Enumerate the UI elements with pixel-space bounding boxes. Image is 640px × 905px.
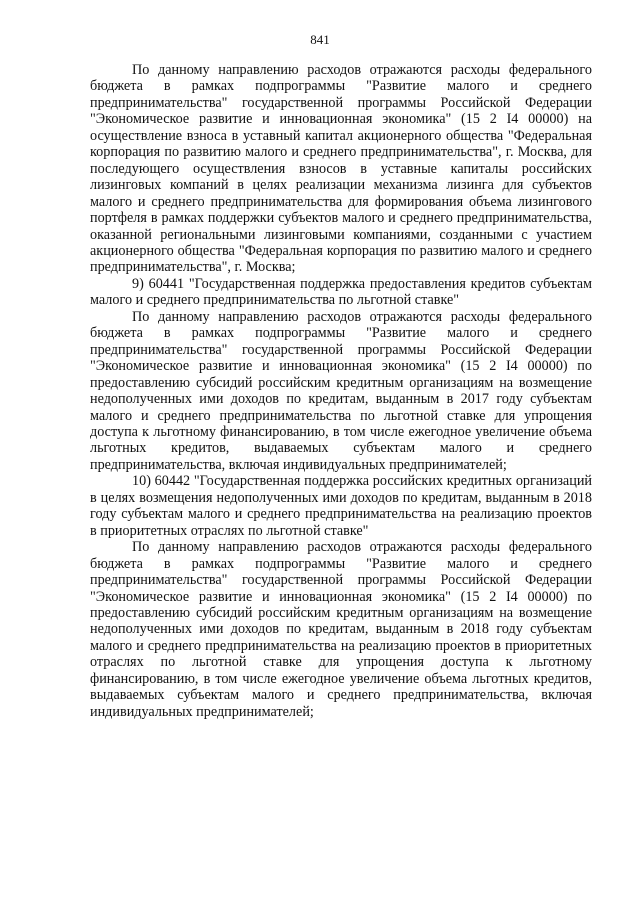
document-body [90,62,592,720]
paragraph-expense-description-2: По данному направлению расходов отражаются расходы федерального бюджета в рамках подпрограммы "Развитие малого и среднего предпринимательства" государственной программы Российской Федерации "Экономическое развитие и инновационная экономика" (15 2 I4 00000) по предоставлению субсидий российским кредитным организациям на возмещение недополученных ими доходов по кредитам, выданным в 2017 году субъектам малого и среднего предпринимательства по льготной ставке для упрощения доступа к льготному финансированию, в том числе ежегодное увеличение объема льготных кредитов, выдаваемых субъектам малого и среднего предпринимательства, включая индивидуальных предпринимателей; [90,308,592,473]
paragraph-item-9-heading: 9) 60441 "Государственная поддержка предоставления кредитов субъектам малого и среднего предпринимательства по льготной ставке" [90,275,592,309]
paragraph-expense-description-3: По данному направлению расходов отражаются расходы федерального бюджета в рамках подпрограммы "Развитие малого и среднего предпринимательства" государственной программы Российской Федерации "Экономическое развитие и инновационная экономика" (15 2 I4 00000) по предоставлению субсидий российским кредитным организациям на возмещение недополученных ими доходов по кредитам, выданным в 2018 году субъектам малого и среднего предпринимательства на реализацию проектов в приоритетных отраслях по льготной ставке для упрощения доступа к льготному финансированию, в том числе ежегодное увеличение объема льготных кредитов, выдаваемых субъектам малого и среднего предпринимательства, включая индивидуальных предпринимателей; [90,539,592,720]
paragraph-item-10-heading: 10) 60442 "Государственная поддержка российских кредитных организаций в целях возмещения недополученных ими доходов по кредитам, выданным в 2018 году субъектам малого и среднего предпринимательства на реализацию проектов в приоритетных отраслях по льготной ставке" [90,473,592,539]
page-number: 841 [310,32,330,47]
paragraph-expense-description-1: По данному направлению расходов отражаются расходы федерального бюджета в рамках подпрограммы "Развитие малого и среднего предпринимательства" государственной программы Российской Федерации "Экономическое развитие и инновационная экономика" (15 2 I4 00000) на осуществление взноса в уставный капитал акционерного общества "Федеральная корпорация по развитию малого и среднего предпринимательства", г. Москва, для последующего осуществления взносов в уставные капиталы российских лизинговых компаний в целях реализации механизма лизинга для субъектов малого и среднего предпринимательства для формирования объема лизингового портфеля в рамках поддержки субъектов малого и среднего предпринимательства, оказанной региональными лизинговыми компаниями, созданными с участием акционерного общества "Федеральная корпорация по развитию малого и среднего предпринимательства", г. Москва; [90,62,592,276]
